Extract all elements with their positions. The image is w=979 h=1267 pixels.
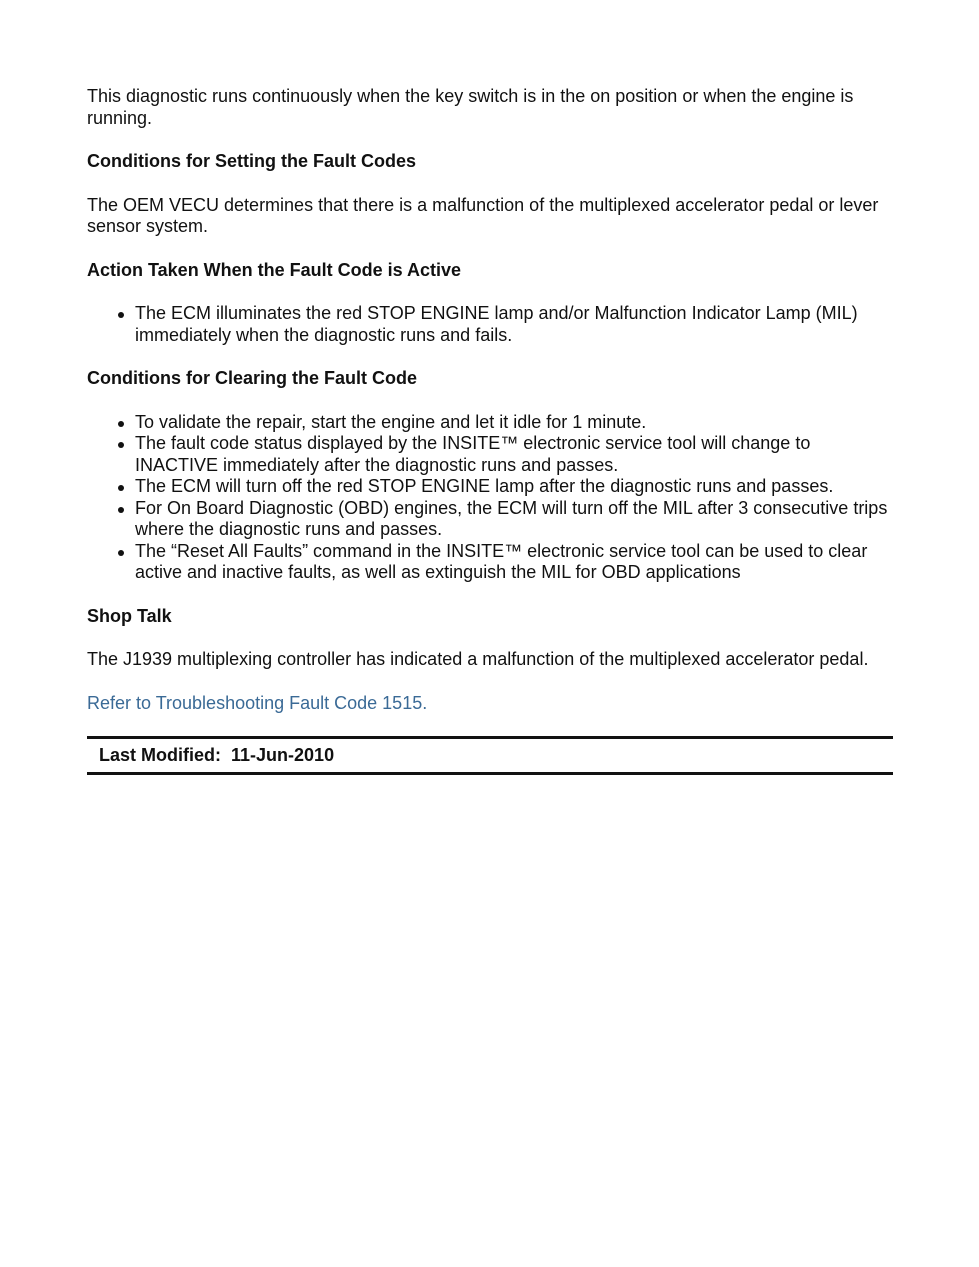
list-item: For On Board Diagnostic (OBD) engines, the ECM will turn off the MIL after 3 consecutive trips where the diagnostic runs and passes. [135,498,893,541]
setting-conditions-heading: Conditions for Setting the Fault Codes [87,151,416,171]
shop-talk-heading: Shop Talk [87,605,172,626]
shop-talk-text: The J1939 multiplexing controller has indicated a malfunction of the multiplexed accelerator pedal. [87,649,869,669]
last-modified-footer [87,736,893,775]
reference-paragraph [87,693,893,715]
setting-conditions-text: The OEM VECU determines that there is a malfunction of the multiplexed accelerator pedal or lever sensor system. [87,194,879,236]
list-item: To validate the repair, start the engine and let it idle for 1 minute. [135,412,893,434]
last-modified-label: Last Modified: [99,745,221,765]
troubleshooting-fault-code-link[interactable]: Refer to Troubleshooting Fault Code 1515. [87,692,428,713]
list-item: The ECM illuminates the red STOP ENGINE lamp and/or Malfunction Indicator Lamp (MIL) immediately when the diagnostic runs and fails. [135,303,893,346]
action-taken-heading: Action Taken When the Fault Code is Active [87,259,462,280]
action-taken-list [87,303,893,346]
intro-paragraph: This diagnostic runs continuously when the key switch is in the on position or when the engine is running. [87,86,854,128]
clearing-conditions-list [87,412,893,584]
list-item: The fault code status displayed by the INSITE™ electronic service tool will change to INACTIVE immediately after the diagnostic runs and passes. [135,433,893,476]
list-item: The ECM will turn off the red STOP ENGINE lamp after the diagnostic runs and passes. [135,476,893,498]
last-modified-date: 11-Jun-2010 [231,745,335,765]
list-item: The “Reset All Faults” command in the INSITE™ electronic service tool can be used to clear active and inactive faults, as well as extinguish the MIL for OBD applications [135,541,893,584]
document-page [87,86,893,775]
clearing-conditions-heading: Conditions for Clearing the Fault Code [87,368,417,388]
